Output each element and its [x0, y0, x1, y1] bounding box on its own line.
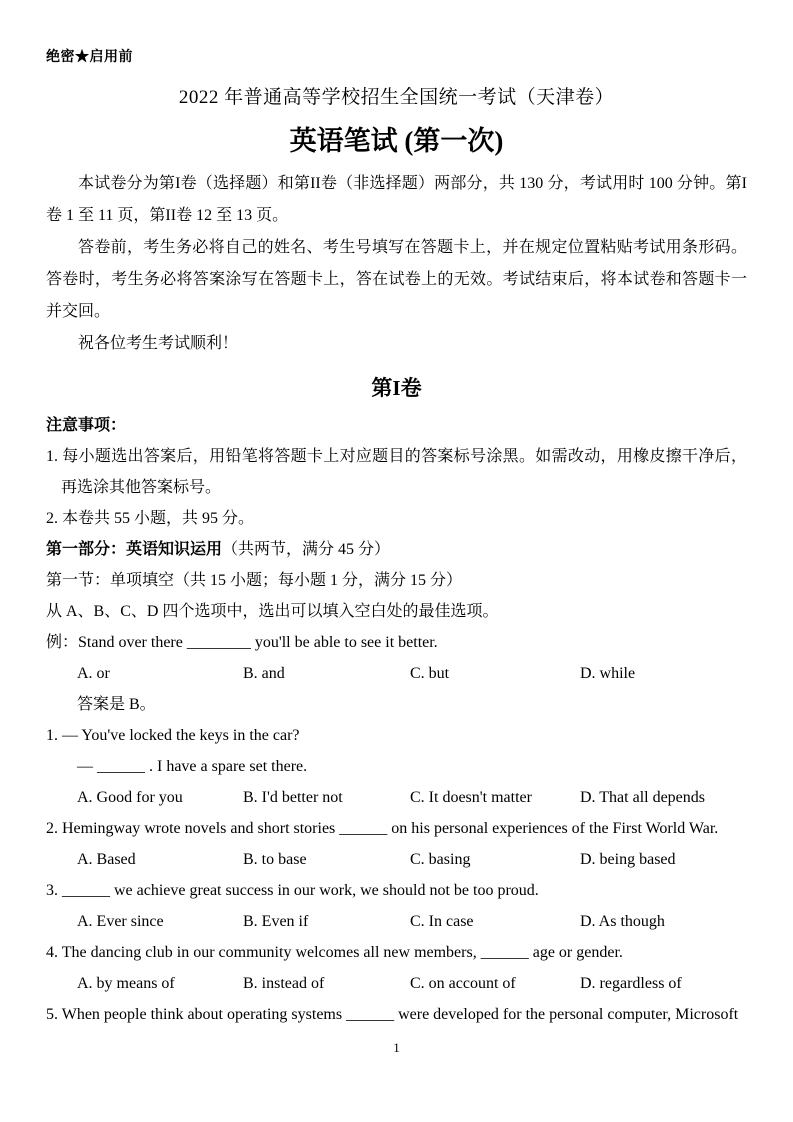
intro-paragraph-1: 本试卷分为第I卷（选择题）和第II卷（非选择题）两部分，共 130 分，考试用时 100 分钟。第I卷 1 至 11 页，第II卷 12 至 13 页。	[46, 175, 747, 224]
note-1: 1. 每小题选出答案后，用铅笔将答题卡上对应题目的答案标号涂黑。如需改动，用橡皮擦干净后，再选涂其他答案标号。	[46, 448, 747, 496]
question-options	[77, 906, 747, 937]
option-b: B. and	[243, 665, 285, 682]
question-stem: 1. — You've locked the keys in the car?	[46, 727, 300, 744]
example-answer: 答案是 B。	[77, 696, 156, 713]
note-2: 2. 本卷共 55 小题，共 95 分。	[46, 510, 255, 527]
option-b: B. to base	[243, 851, 307, 868]
option-c: C. on account of	[410, 975, 516, 992]
option-a: A. or	[77, 665, 110, 682]
page-number: 1	[393, 1040, 400, 1055]
option-d: D. As though	[580, 913, 665, 930]
paper-title: 英语笔试 (第一次)	[289, 126, 504, 156]
option-a: A. by means of	[77, 975, 175, 992]
intro-paragraph-2: 答卷前，考生务必将自己的姓名、考生号填写在答题卡上，并在规定位置粘贴考试用条形码。答卷时，考生务必将答案涂写在答题卡上，答在试卷上的无效。考试结束后，将本试卷和答题卡一并交回。	[46, 239, 747, 320]
part-heading-title: 第一部分：英语知识运用	[46, 541, 223, 558]
option-d: D. being based	[580, 851, 676, 868]
question-stem-line-2: — ______ . I have a spare set there.	[77, 758, 308, 775]
option-b: B. instead of	[243, 975, 325, 992]
volume-heading: 第I卷	[371, 376, 422, 400]
instruction-line: 从 A、B、C、D 四个选项中，选出可以填入空白处的最佳选项。	[46, 603, 499, 620]
question-stem: 5. When people think about operating systems ______ were developed for the personal computer, Microsoft	[46, 1006, 739, 1023]
option-c: C. basing	[410, 851, 471, 868]
option-d: D. regardless of	[580, 975, 682, 992]
part-heading-detail: （共两节，满分 45 分）	[222, 541, 391, 558]
option-b: B. I'd better not	[243, 789, 343, 806]
question-stem: 2. Hemingway wrote novels and short stories ______ on his personal experiences of the First World War.	[46, 820, 719, 837]
option-a: A. Ever since	[77, 913, 164, 930]
question-options	[77, 844, 747, 875]
question-options	[77, 782, 747, 813]
question-5	[46, 999, 747, 1030]
question-4	[46, 937, 747, 999]
example-options	[77, 658, 747, 689]
option-c: C. It doesn't matter	[410, 789, 532, 806]
example-stem: 例：Stand over there ________ you'll be able to see it better.	[46, 634, 438, 651]
exam-title: 2022 年普通高等学校招生全国统一考试（天津卷）	[178, 87, 615, 108]
question-3	[46, 875, 747, 937]
question-2	[46, 813, 747, 875]
section-line: 第一节：单项填空（共 15 小题；每小题 1 分，满分 15 分）	[46, 572, 463, 589]
security-label: 绝密★启用前	[46, 50, 133, 65]
option-c: C. but	[410, 665, 450, 682]
option-a: A. Based	[77, 851, 136, 868]
option-b: B. Even if	[243, 913, 309, 930]
intro-paragraph-3: 祝各位考生考试顺利！	[78, 335, 239, 352]
option-d: D. while	[580, 665, 636, 682]
notes-heading: 注意事项：	[46, 417, 127, 434]
option-a: A. Good for you	[77, 789, 183, 806]
example-question	[46, 627, 747, 720]
question-stem: 3. ______ we achieve great success in our work, we should not be too proud.	[46, 882, 539, 899]
question-options	[77, 968, 747, 999]
option-d: D. That all depends	[580, 789, 706, 806]
question-1	[46, 720, 747, 813]
part-heading	[46, 534, 747, 565]
question-stem: 4. The dancing club in our community welcomes all new members, ______ age or gender.	[46, 944, 623, 961]
intro-section	[46, 168, 747, 360]
option-c: C. In case	[410, 913, 474, 930]
